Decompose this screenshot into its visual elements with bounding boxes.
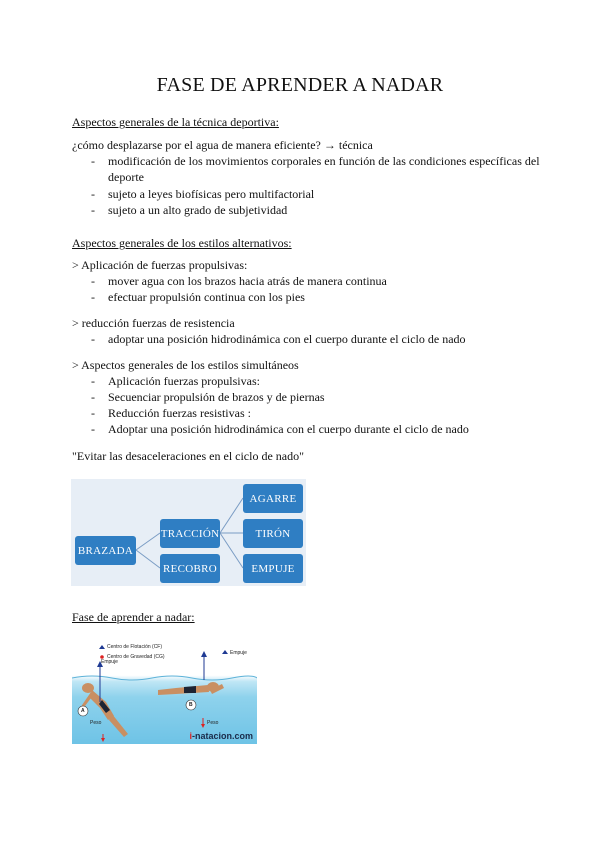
label-peso-a: Peso (90, 720, 102, 726)
bullet-dash: - (91, 274, 95, 288)
marker-b: B (189, 702, 193, 708)
label-empuje-b: Empuje (230, 650, 247, 656)
group3-item-2: Secuenciar propulsión de brazos y de piernas (108, 390, 325, 404)
group2-label: > reducción fuerzas de resistencia (72, 316, 235, 330)
bullet-dash: - (91, 290, 95, 304)
brand-logo: i-natacion.com (189, 731, 253, 741)
section2-heading: Aspectos generales de los estilos alternativos: (72, 236, 292, 250)
floating-illustration (72, 640, 257, 744)
page-title: FASE DE APRENDER A NADAR (156, 74, 444, 96)
bullet-dash: - (91, 203, 95, 217)
bullet-dash: - (91, 422, 95, 436)
group1-item-2: efectuar propulsión continua con los pies (108, 290, 305, 304)
swimmer-b-figure (158, 682, 224, 695)
diagram-node-brazada: BRAZADA (75, 536, 136, 565)
legend-flotation: Centro de Flotación (CF) (107, 644, 163, 650)
diagram-node-empuje: EMPUJE (243, 554, 303, 583)
group3-item-4: Adoptar una posición hidrodinámica con el cuerpo durante el ciclo de nado (108, 422, 469, 436)
group2-item-1: adoptar una posición hidrodinámica con el cuerpo durante el ciclo de nado (108, 332, 466, 346)
section1-heading: Aspectos generales de la técnica deportiva: (72, 115, 279, 129)
group1-label: > Aplicación de fuerzas propulsivas: (72, 258, 248, 272)
marker-a: A (81, 708, 85, 714)
section3-heading: Fase de aprender a nadar: (72, 610, 195, 624)
bullet-dash: - (91, 187, 95, 201)
quote-text: "Evitar las desaceleraciones en el ciclo de nado" (72, 449, 305, 463)
section1-item-3: sujeto a un alto grado de subjetividad (108, 203, 288, 217)
group3-item-1: Aplicación fuerzas propulsivas: (108, 374, 260, 388)
label-empuje-a: Empuje (101, 659, 118, 665)
section1-item-1: modificación de los movimientos corporales en función de las condiciones específicas del deporte (108, 154, 540, 184)
diagram-node-traccion: TRACCIÓN (160, 519, 220, 548)
section1-item-2: sujeto a leyes biofísicas pero multifactorial (108, 187, 315, 201)
bullet-dash: - (91, 390, 95, 404)
group3-item-3: Reducción fuerzas resistivas : (108, 406, 251, 420)
bullet-dash: - (91, 374, 95, 388)
diagram-node-tiron: TIRÓN (243, 519, 303, 548)
bullet-dash: - (91, 154, 95, 168)
label-peso-b: Peso (207, 720, 219, 726)
section1-intro: ¿cómo desplazarse por el agua de manera eficiente? → técnica (72, 138, 373, 152)
bullet-dash: - (91, 406, 95, 420)
bullet-dash: - (91, 332, 95, 346)
diagram-node-agarre: AGARRE (243, 484, 303, 513)
group1-item-1: mover agua con los brazos hacia atrás de manera continua (108, 274, 387, 288)
diagram-node-recobro: RECOBRO (160, 554, 220, 583)
group3-label: > Aspectos generales de los estilos simultáneos (72, 358, 299, 372)
legend-gravity: Centro de Gravedad (CG) (107, 654, 165, 660)
